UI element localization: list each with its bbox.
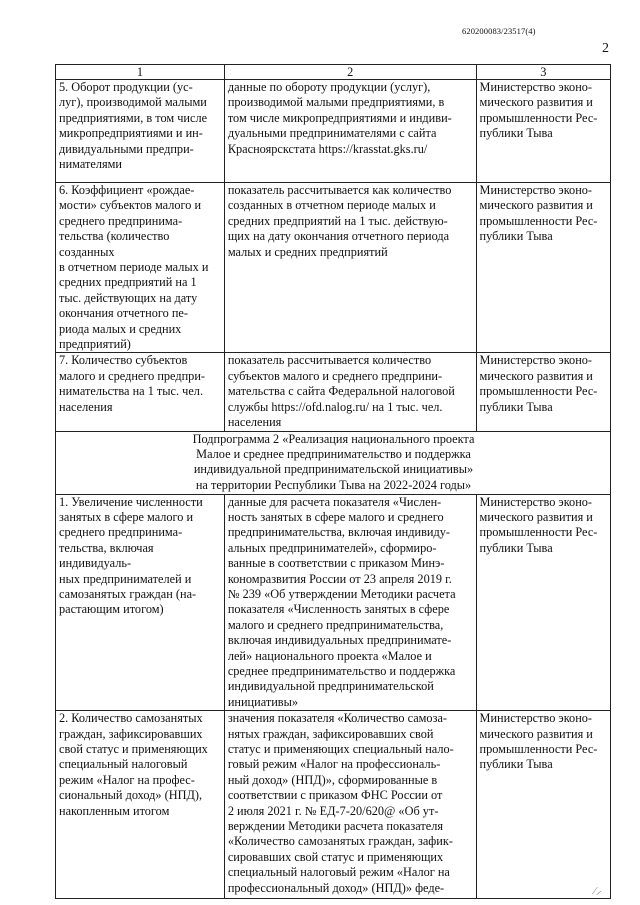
document-registration-code: 620200083/23517(4) [462,26,536,36]
column-header-1: 1 [56,65,225,80]
indicator-cell: 5. Оборот продукции (ус- луг), производимой малыми предприятиями, в том числе микропредприятиями и ин- дивидуальными предпри- нимателями [56,80,225,183]
source-cell: показатель рассчитывается как количество созданных в отчетном периоде малых и средних предприятий на 1 тыс. действую- щих на дату окончания отчетного периода малых и средних предприятий [224,183,476,353]
table-row [56,494,611,711]
table-row [56,80,611,183]
table-row [56,711,611,899]
table-row [56,353,611,431]
responsible-cell: Министерство эконо- мического развития и промышленности Рес- публики Тыва [476,711,610,899]
indicator-cell: 1. Увеличение численности занятых в сфере малого и среднего предпринима- тельства, включая индивидуаль- ных предпринимателей и самозанятых граждан (на- растающим итогом) [56,494,225,711]
page-number: 2 [602,41,609,56]
indicator-cell: 2. Количество самозанятых граждан, зафиксировавших свой статус и применяющих специальный налоговый режим «Налог на профес- сиональный доход» (НПД), накопленным итогом [56,711,225,899]
indicator-cell: 7. Количество субъектов малого и среднего предпри- нимательства на 1 тыс. чел. населения [56,353,225,431]
indicator-cell: 6. Коэффициент «рождае- мости» субъектов малого и среднего предпринима- тельства (количество созданных в отчетном периоде малых и средних предприятий на 1 тыс. действующих на дату окончания отчетного пе- риода малых и средних предприятий) [56,183,225,353]
table-row [56,183,611,353]
responsible-cell: Министерство эконо- мического развития и промышленности Рес- публики Тыва [476,80,610,183]
source-cell: данные по обороту продукции (услуг), производимой малыми предприятиями, в том числе микропредприятиями и индиви- дуальными предпринимателями с сайта Красноярскстата https://krasstat.gks.ru/ [224,80,476,183]
indicators-table [55,64,611,899]
source-cell: показатель рассчитывается количество субъектов малого и среднего предприни- мательства с сайта Федеральной налоговой службы https://ofd.nalog.ru/ на 1 тыс. чел. населения [224,353,476,431]
column-header-2: 2 [224,65,476,80]
table-header-row [56,65,611,80]
responsible-cell: Министерство эконо- мического развития и промышленности Рес- публики Тыва [476,494,610,711]
subprogram-title: Подпрограмма 2 «Реализация национального проекта Малое и среднее предпринимательство и поддержка индивидуальной предпринимательской инициативы» на территории Республики Тыва на 2022-2024 годы» [56,431,611,494]
source-cell: данные для расчета показателя «Числен- ность занятых в сфере малого и среднего предпринимательства, включая индивиду- альных предпринимателей», сформиро- ванные в соответствии с приказом Минэ- кономразвития России от 23 апреля 2019 г. № 239 «Об утверждении Методики расчета показателя «Численность занятых в сфере малого и среднего предпринимательства, включая индивидуальных предпринимате- лей» национального проекта «Малое и среднее предпринимательство и поддержка индивидуальной предпринимательской инициативы» [224,494,476,711]
source-cell: значения показателя «Количество самоза- нятых граждан, зафиксировавших свой статус и применяющих специальный нало- говый режим «Налог на профессиональ- ный доход» (НПД)», сформированные в соответствии с приказом ФНС России от 2 июля 2021 г. № ЕД-7-20/620@ «Об ут- верждении Методики расчета показателя «Количество самозанятых граждан, зафик- сировавших свой статус и применяющих специальный налоговый режим «Налог на профессиональный доход» (НПД)» феде- [224,711,476,899]
responsible-cell: Министерство эконо- мического развития и промышленности Рес- публики Тыва [476,353,610,431]
column-header-3: 3 [476,65,610,80]
responsible-cell: Министерство эконо- мического развития и промышленности Рес- публики Тыва [476,183,610,353]
subprogram-row [56,431,611,494]
scan-mark-icon: ⁄⸝ [594,885,602,897]
